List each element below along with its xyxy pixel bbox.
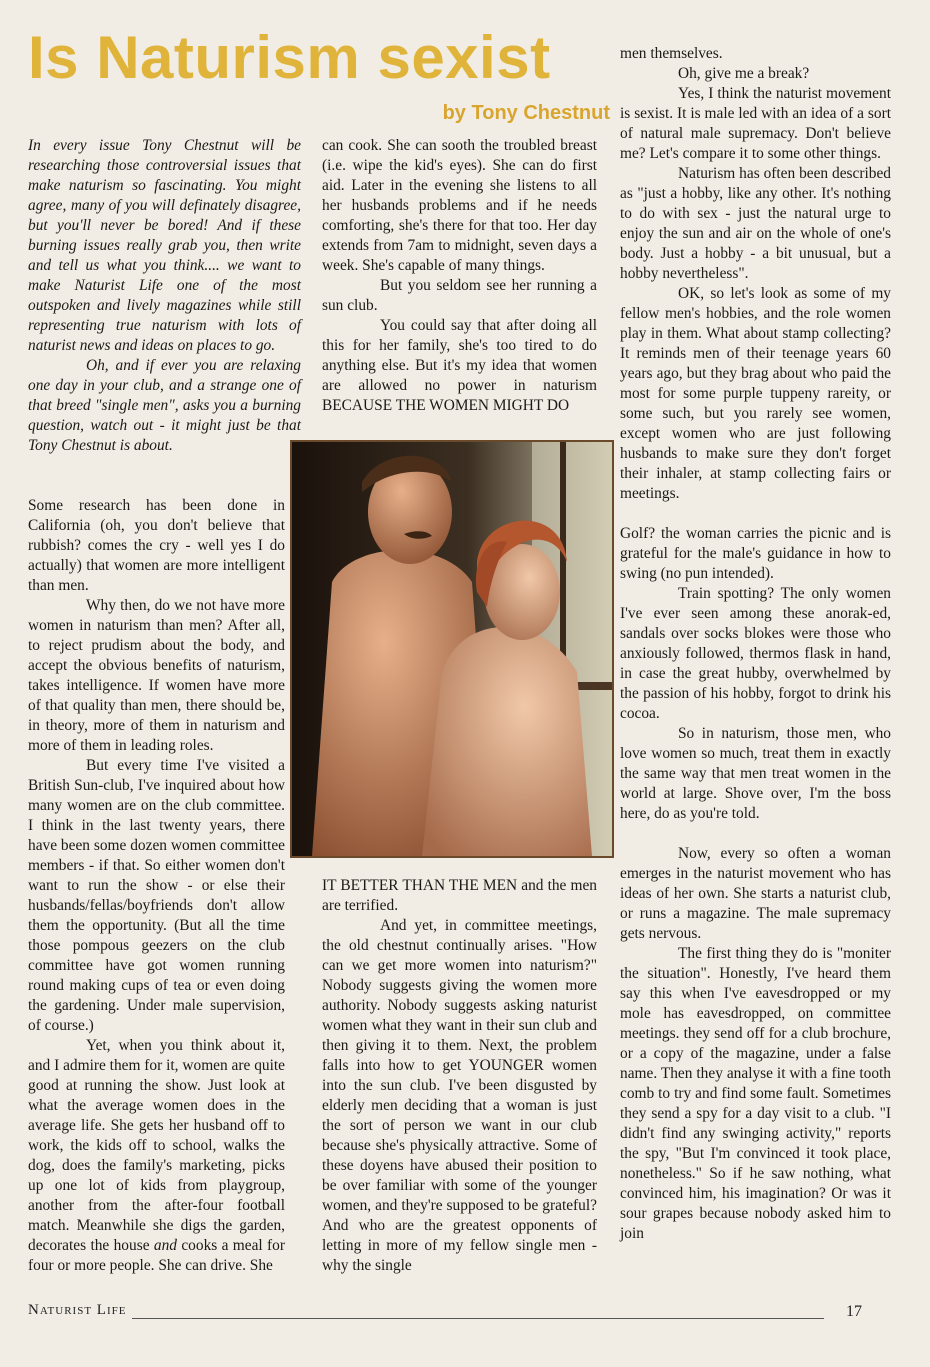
body-text: Yet, when you think about it, and I admire them for it, women are quite good at running the show. Just look at what the average women does in the average life. She gets her husband off to work, the kids off to school, walks the dog, does the family's marketing, picks up one lot of kids from playgroup, another from the after-four football match. Meanwhile she digs the garden, decorates the house <box>28 1037 285 1254</box>
body-paragraph: men themselves. <box>620 45 723 62</box>
body-paragraph: So in naturism, those men, who love women so much, treat them in exactly the same way that men treat women in the world at large. Shove over, I'm the boss here, do as you're told. <box>620 725 891 822</box>
column-1 <box>28 496 285 1276</box>
intro-paragraph: Oh, and if ever you are relaxing one day in your club, and a strange one of that breed "single men", asks you a burning question, watch out - it might just be that Tony Chestnut is about. <box>28 357 301 454</box>
body-paragraph: The first thing they do is "moniter the situation". Honestly, I've heard them say this when I've eavesdropped or my mole has eavesdropped, on committee meetings. they send off for a club brochure, or a copy of the magazine, under a false name. Then they analyse it with a fine tooth comb to try and find some fault. Sometimes they send a spy for a day visit to a club. "I didn't find any swinging activity," reports the spy, "But I'm convinced it took place, nonetheless." So if he saw nothing, what convinced him, his imagination? Or was it sour grapes because nobody asked him to join <box>620 945 891 1242</box>
footer-magazine-name: Naturist Life <box>28 1302 127 1318</box>
column-2-top <box>322 136 597 416</box>
body-text: cooks a meal for four or more people. She can drive. She <box>28 1237 285 1274</box>
body-paragraph: Yes, I think the naturist movement is sexist. It is male led with an idea of a sort of natural male supremacy. Don't believe me? Let's compare it to some other things. <box>620 85 891 162</box>
body-paragraph: Why then, do we not have more women in naturism than men? After all, to reject prudism about the body, and accept the obvious benefits of naturism, takes intelligence. If women have more of that quality than men, there should be, in theory, more of them in naturism and more of them in leading roles. <box>28 597 285 754</box>
footer-rule <box>132 1318 824 1319</box>
emphasis-text: and <box>153 1237 177 1254</box>
body-paragraph: But you seldom see her running a sun club. <box>322 277 597 314</box>
body-paragraph: And yet, in committee meetings, the old chestnut continually arises. "How can we get more women into naturism?" Nobody suggests giving the women more authority. Nobody suggests asking naturist women what they want in their sun club and then giving it to them. Next, the problem falls into how to get YOUNGER women into the sun club. I've been disgusted by elderly men deciding that a woman is just the sort of person we want in our club because she's physically attractive. Some of these doyens have abused their position to be over familiar with some of the younger women, and they're supposed to be grateful? And who are the greatest opponents of letting in more of my fellow single men - why the single <box>322 917 597 1274</box>
photo-illustration <box>292 442 612 856</box>
body-paragraph: Naturism has often been described as "just a hobby, like any other. It's nothing to do with sex - just the natural urge to enjoy the sun and air on the whole of one's body. Just a hobby - a bit unusual, but a hobby nevertheless". <box>620 165 891 282</box>
intro-paragraph: In every issue Tony Chestnut will be researching those controversial issues that make naturism so fascinating. You might agree, many of you will definately disagree, but you'll never be bored! And if these burning issues really grab you, then write and tell us what you think.... we want to make Naturist Life one of the most outspoken and lively magazines while still representing true naturism with lots of naturist news and ideas on places to go. <box>28 137 301 354</box>
body-paragraph: But every time I've visited a British Sun-club, I've inquired about how many women are on the club committee. I think in the last twenty years, there have been some dozen women committee members - if that. So either women don't want to run the show - or else their husbands/fellas/boyfriends don't allow them the opportunity. (But all the time those pompous geezers on the club committee have got women running round making cups of tea or even doing the gardening. Under male supervision, of course.) <box>28 757 285 1034</box>
body-paragraph: Train spotting? The only women I've ever seen among these anorak-ed, sandals over socks blokes were those who anxiously followed, thermos flask in hand, in case the great hubby, overwhelmed by the passion of his hobby, forgot to drink his cocoa. <box>620 585 891 722</box>
body-paragraph: can cook. She can sooth the troubled breast (i.e. wipe the kid's eyes). She can do first aid. Later in the evening she listens to all her husbands problems and if he needs comforting, she's there for that too. Her day extends from 7am to midnight, seven days a week. She's capable of many things. <box>322 137 597 274</box>
column-3 <box>620 44 891 1244</box>
body-paragraph <box>28 1036 285 1276</box>
body-paragraph: Some research has been done in California (oh, you don't believe that rubbish? comes the cry - well yes I do actually) that women are more intelligent than men. <box>28 497 285 594</box>
byline: by Tony Chestnut <box>442 102 610 124</box>
body-paragraph: Now, every so often a woman emerges in the naturist movement who has ideas of her own. She starts a naturist club, or runs a magazine. The male supremacy gets nervous. <box>620 845 891 942</box>
article-title: Is Naturism sexist <box>28 24 551 91</box>
column-2-bottom <box>322 876 597 1276</box>
body-paragraph: OK, so let's look as some of my fellow men's hobbies, and the role women play in them. What about stamp collecting? It reminds men of their teenage years 60 years ago, but they brag about who paid the most for some purple tuppeny rareity, or some such, but you rarely see women, except women who are just following husbands to make sure they don't forget their inhaler, at stamp collecting fairs or meetings. <box>620 285 891 502</box>
intro-column <box>28 136 301 456</box>
body-paragraph: You could say that after doing all this for her family, she's too tired to do anything else. But it's my idea that women are allowed no power in naturism BECAUSE THE WOMEN MIGHT DO <box>322 317 597 414</box>
page-number: 17 <box>846 1303 862 1320</box>
article-photo <box>290 440 614 858</box>
body-paragraph: IT BETTER THAN THE MEN and the men are terrified. <box>322 877 597 914</box>
body-paragraph: Oh, give me a break? <box>678 65 810 82</box>
body-paragraph: Golf? the woman carries the picnic and is grateful for the male's guidance in how to swing (no pun intended). <box>620 525 891 582</box>
